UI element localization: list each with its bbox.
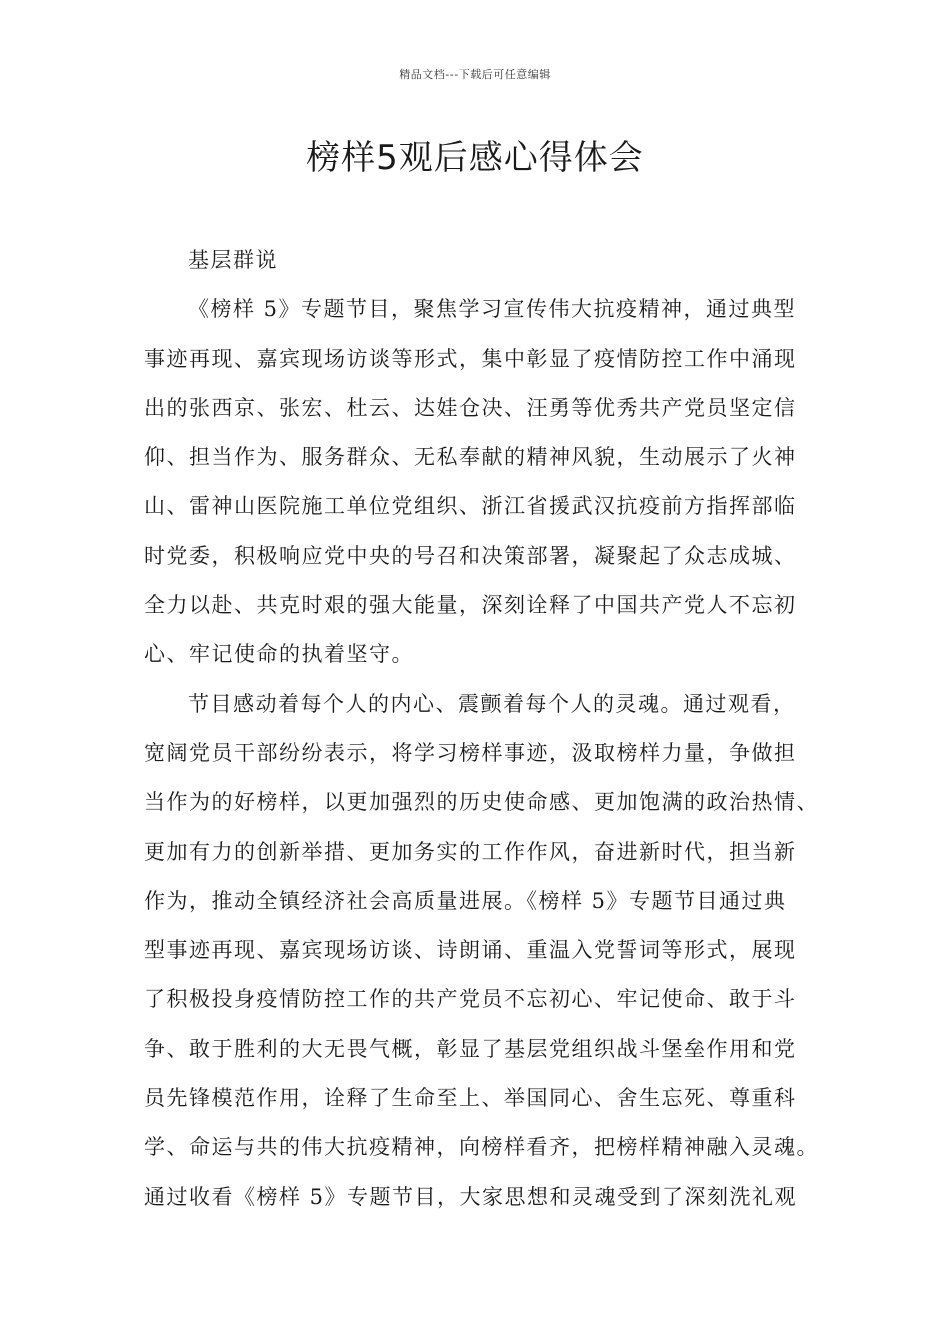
paragraph-line: 了积极投身疫情防控工作的共产党员不忘初心、牢记使命、敢于斗 [144, 987, 797, 1012]
paragraph-line: 时党委，积极响应党中央的号召和决策部署，凝聚起了众志成城、 [144, 543, 797, 568]
paragraph-line: 员先锋模范作用，诠释了生命至上、举国同心、舍生忘死、尊重科 [144, 1086, 797, 1111]
paragraph-line: 心、牢记使命的执着坚守。 [144, 642, 414, 667]
paragraph-line: 争、敢于胜利的大无畏气概，彰显了基层党组织战斗堡垒作用和党 [144, 1036, 797, 1061]
paragraph-line: 仰、担当作为、服务群众、无私奉献的精神风貌，生动展示了火神 [144, 445, 797, 470]
paragraph-line: 全力以赴、共克时艰的强大能量，深刻诠释了中国共产党人不忘初 [144, 593, 797, 618]
paragraph-line: 更加有力的创新举措、更加务实的工作作风，奋进新时代，担当新 [144, 839, 797, 864]
section-heading: 基层群说 [188, 248, 278, 272]
header-note: 精品文档---下载后可任意编辑 [399, 68, 551, 81]
page-title: 榜样5观后感心得体会 [306, 138, 644, 178]
paragraph-line: 出的张西京、张宏、杜云、达娃仓决、汪勇等优秀共产党员坚定信 [144, 395, 797, 420]
paragraph-line: 《榜样 5》专题节目，聚焦学习宣传伟大抗疫精神，通过典型 [188, 297, 797, 322]
body-text [144, 236, 819, 1222]
paragraph-line: 型事迹再现、嘉宾现场访谈、诗朗诵、重温入党誓词等形式，展现 [144, 938, 797, 963]
paragraph-line: 作为，推动全镇经济社会高质量进展。《榜样 5》专题节目通过典 [144, 888, 787, 913]
paragraph-line: 山、雷神山医院施工单位党组织、浙江省援武汉抗疫前方指挥部临 [144, 494, 797, 519]
paragraph-line: 节目感动着每个人的内心、震颤着每个人的灵魂。通过观看， [188, 691, 796, 716]
paragraph-line: 当作为的好榜样，以更加强烈的历史使命感、更加饱满的政治热情、 [144, 790, 819, 815]
paragraph-line: 学、命运与共的伟大抗疫精神，向榜样看齐，把榜样精神融入灵魂。 [144, 1135, 819, 1160]
paragraph-line: 通过收看《榜样 5》专题节目，大家思想和灵魂受到了深刻洗礼观 [144, 1184, 798, 1209]
paragraph-line: 宽阔党员干部纷纷表示，将学习榜样事迹，汲取榜样力量，争做担 [144, 740, 797, 765]
paragraph-line: 事迹再现、嘉宾现场访谈等形式，集中彰显了疫情防控工作中涌现 [144, 346, 797, 371]
